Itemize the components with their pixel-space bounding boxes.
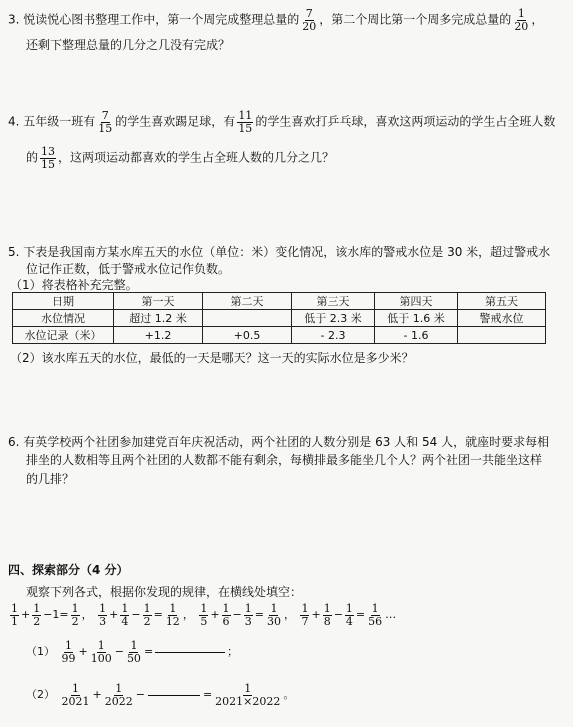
table-row xyxy=(13,310,546,327)
q4-fraction-3: $\frac{13}{15}$ xyxy=(41,145,56,171)
table-header-cell: 第一天 xyxy=(114,293,203,310)
eq4-frac-c: $\frac{1}{4}$ xyxy=(345,602,353,628)
q4-line2: 的 $\frac{13}{15}$ ，这两项运动都喜欢的学生占全班人数的几分之几？ xyxy=(26,145,335,171)
table-cell: 低于 1.6 米 xyxy=(375,310,458,327)
q4-line1: 4. 五年级一班有 $\frac{7}{15}$ 的学生喜欢踢足球，有 $\frac{11}{15}$ 的学生喜欢打乒乓球，喜欢这两项运动的学生占全班人数 xyxy=(8,109,556,135)
table-cell: - 1.6 xyxy=(375,327,458,344)
eq2-frac-c: $\frac{1}{2}$ xyxy=(143,602,151,628)
answer-blank-1[interactable] xyxy=(155,652,225,653)
q5-line2: 位记作正数，低于警戒水位记作负数。 xyxy=(26,262,231,276)
q5-line1: 5. 下表是我国南方某水库五天的水位（单位：米）变化情况，该水库的警戒水位是 30 米，超过警戒水 xyxy=(8,245,551,259)
table-header-cell: 第五天 xyxy=(458,293,546,310)
eq4-frac-result: $\frac{1}{56}$ xyxy=(368,602,383,628)
eq3-frac-b: $\frac{1}{6}$ xyxy=(222,602,230,628)
water-level-table xyxy=(12,292,546,344)
table-header-cell: 日期 xyxy=(13,293,114,310)
q6-line2: 排坐的人数相等且两个社团的人数都不能有剩余，每横排最多能坐几个人？两个社团一共能坐这样 xyxy=(26,453,543,467)
q6-line3: 的几排？ xyxy=(26,472,75,486)
p2-frac-result: $\frac{1}{2021\times 2022}$ xyxy=(215,682,281,708)
q6-number: 6. xyxy=(8,435,20,449)
q4-number: 4. xyxy=(8,114,20,129)
table-header-row xyxy=(13,293,546,310)
p1-frac-b: $\frac{1}{100}$ xyxy=(90,639,112,665)
eq4-frac-b: $\frac{1}{8}$ xyxy=(323,602,331,628)
table-row xyxy=(13,327,546,344)
eq1-frac-b: $\frac{1}{2}$ xyxy=(33,602,41,628)
table-cell: 水位情况 xyxy=(13,310,114,327)
table-cell: 水位记录（米） xyxy=(13,327,114,344)
section4-intro: 观察下列各式，根据你发现的规律，在横线处填空： xyxy=(26,585,303,599)
eq2-frac-b: $\frac{1}{4}$ xyxy=(121,602,129,628)
table-cell: +0.5 xyxy=(203,327,292,344)
table-cell: 超过 1.2 米 xyxy=(114,310,203,327)
table-cell xyxy=(458,327,546,344)
pattern-equations: $\frac{1}{1}$ + $\frac{1}{2}$ −1= $\frac{1}{2}$ ， $\frac{1}{3}$ + $\frac{1}{4}$ − $\frac{1}{2}$ = $\frac{1}{12}$ ， $\frac{1}{5}$ + $\frac{1}{6}$ − $\frac{1}{3}$ = $\frac{1}{30}$ ， $\frac{1}{7}$ + $\frac{1}{8}$ − $\frac{1}{4}$ = $\frac{1}{56}$ … xyxy=(11,602,397,628)
eq3-frac-a: $\frac{1}{5}$ xyxy=(200,602,208,628)
q5-sub2: （2）该水库五天的水位，最低的一天是哪天？这一天的实际水位是多少米？ xyxy=(10,351,414,365)
eq3-frac-result: $\frac{1}{30}$ xyxy=(266,602,281,628)
table-header-cell: 第四天 xyxy=(375,293,458,310)
p1-frac-c: $\frac{1}{50}$ xyxy=(126,639,141,665)
q3-fraction-1: $\frac{7}{20}$ xyxy=(302,7,317,33)
p2-frac-b: $\frac{1}{2022}$ xyxy=(104,682,133,708)
q3-number: 3. xyxy=(8,12,20,27)
eq1-frac-a: $\frac{1}{1}$ xyxy=(11,602,18,628)
table-cell: 低于 2.3 米 xyxy=(292,310,375,327)
table-cell: - 2.3 xyxy=(292,327,375,344)
q6-line1: 6. 有英学校两个社团参加建党百年庆祝活动，两个社团的人数分别是 63 人和 54 人，就座时要求每相 xyxy=(8,435,550,449)
q4-fraction-2: $\frac{11}{15}$ xyxy=(238,109,253,135)
problem-1: （1） $\frac{1}{99}$ + $\frac{1}{100}$ − $\frac{1}{50}$ = ； xyxy=(26,639,239,665)
q5-number: 5. xyxy=(8,245,20,259)
section4-title: 四、探索部分（4 分） xyxy=(8,563,129,577)
table-cell: 警戒水位 xyxy=(458,310,546,327)
q3-fraction-2: $\frac{1}{20}$ xyxy=(514,7,529,33)
eq3-frac-c: $\frac{1}{3}$ xyxy=(244,602,252,628)
eq2-frac-result: $\frac{1}{12}$ xyxy=(165,602,180,628)
table-cell: +1.2 xyxy=(114,327,203,344)
table-header-cell: 第二天 xyxy=(203,293,292,310)
p2-frac-a: $\frac{1}{2021}$ xyxy=(61,682,90,708)
table-header-cell: 第三天 xyxy=(292,293,375,310)
p1-frac-a: $\frac{1}{99}$ xyxy=(61,639,76,665)
q3-text-b: ，第二个周比第一个周多完成总量的 xyxy=(319,12,512,27)
answer-blank-2[interactable] xyxy=(148,695,200,696)
eq2-frac-a: $\frac{1}{3}$ xyxy=(99,602,107,628)
q3-line2: 还剩下整理总量的几分之几没有完成？ xyxy=(26,38,231,52)
q3-text-a: 悦读悦心图书整理工作中，第一个周完成整理总量的 xyxy=(23,12,300,27)
eq1-frac-result: $\frac{1}{2}$ xyxy=(71,602,79,628)
problem-2: （2） $\frac{1}{2021}$ + $\frac{1}{2022}$ − = $\frac{1}{2021\times 2022}$ 。 xyxy=(26,682,295,708)
table-cell xyxy=(203,310,292,327)
q4-fraction-1: $\frac{7}{15}$ xyxy=(98,109,113,135)
q3-line1: 3. 悦读悦心图书整理工作中，第一个周完成整理总量的 $\frac{7}{20}$ ，第二个周比第一个周多完成总量的 $\frac{1}{20}$ ， xyxy=(8,7,544,33)
eq4-frac-a: $\frac{1}{7}$ xyxy=(301,602,309,628)
q5-sub1: （1）将表格补充完整。 xyxy=(10,278,138,292)
